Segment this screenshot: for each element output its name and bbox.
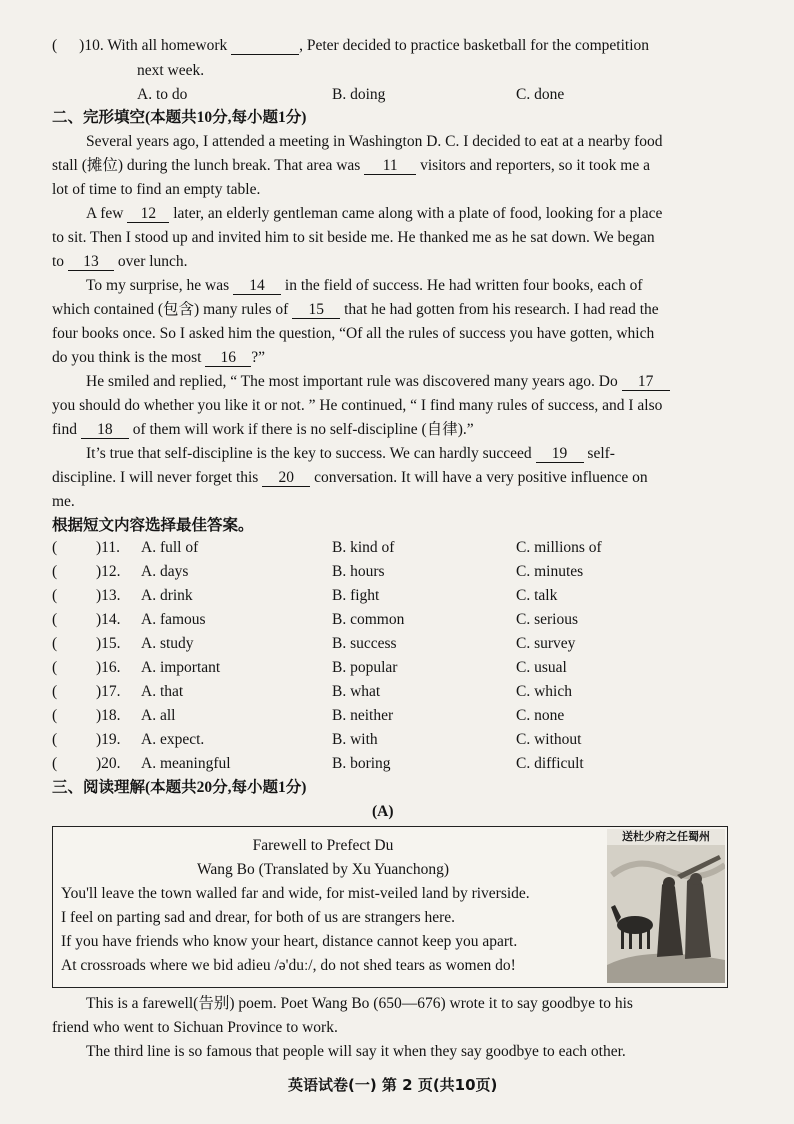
passage-label: (A) [372,803,394,820]
text: It’s true that self-discipline is the key to success. We can hardly succeed [86,445,532,462]
poem-author: Wang Bo (Translated by Xu Yuanchong) [196,861,450,878]
text: that he had gotten from his research. I had read the [344,301,659,318]
para2-line2: to sit. Then I stood up and invited him to sit beside me. He thanked me as he sat down. We began [52,229,655,246]
q10-text-2: , Peter decided to practice basketball for the competition [299,37,650,54]
q10-line2: next week. [137,62,205,79]
option-b[interactable]: B. kind of [332,539,395,556]
passage-para1-line1: This is a farewell(告别) poem. Poet Wang Bo (650—676) wrote it to say goodbye to his [86,995,633,1012]
para4-line3 [52,420,474,440]
para1-line3: lot of time to find an empty table. [52,181,261,198]
section2-heading: 二、完形填空(本题共10分,每小题1分) [52,109,307,126]
text: later, an elderly gentleman came along with a plate of food, looking for a place [173,205,663,222]
instruction: 根据短文内容选择最佳答案。 [52,517,254,534]
answer-paren[interactable]: ( [52,563,58,580]
question-number: )16. [96,659,121,676]
option-b[interactable]: B. common [332,611,405,628]
para3-line3: four books once. So I asked him the question, “Of all the rules of success you have gotten, which [52,325,655,342]
option-a[interactable]: A. famous [141,611,206,628]
para3-line2 [52,300,659,320]
option-b[interactable]: B. popular [332,659,398,676]
q10-line1 [52,36,649,56]
poem-line-1: You'll leave the town walled far and wide, for mist-veiled land by riverside. [61,885,530,902]
text: ?” [251,349,266,366]
q10-blank [231,38,299,55]
blank-18: 18 [81,422,129,439]
option-a[interactable]: A. meaningful [141,755,231,772]
option-a[interactable]: A. drink [141,587,193,604]
option-b[interactable]: B. neither [332,707,394,724]
answer-paren[interactable]: ( [52,755,58,772]
para5-line1 [86,444,615,464]
option-a[interactable]: A. all [141,707,176,724]
option-a[interactable]: A. days [141,563,189,580]
option-c[interactable]: C. usual [516,659,567,676]
text: which contained (包含) many rules of [52,301,289,318]
question-number: )15. [96,635,121,652]
option-b[interactable]: B. boring [332,755,391,772]
para2-line1 [86,204,662,224]
option-c[interactable]: C. none [516,707,565,724]
text: A few [86,205,124,222]
answer-paren[interactable]: ( [52,539,58,556]
para4-line1 [86,372,670,392]
text: to [52,253,65,270]
question-number: )19. [96,731,121,748]
option-c[interactable]: C. difficult [516,755,584,772]
page-footer: 英语试卷(一) 第 2 页(共10页) [288,1076,498,1094]
para3-line1 [86,276,643,296]
answer-paren[interactable]: ( [52,683,58,700]
text: over lunch. [117,253,188,270]
option-c[interactable]: C. minutes [516,563,584,580]
option-a[interactable]: A. full of [141,539,199,556]
q10-option-c[interactable]: C. done [516,86,565,103]
blank-20: 20 [262,470,310,487]
blank-16: 16 [205,350,251,367]
text: stall (摊位) during the lunch break. That area was [52,157,361,174]
option-b[interactable]: B. what [332,683,381,700]
question-number: )11. [96,539,120,556]
q10-option-a[interactable]: A. to do [137,86,188,103]
passage-para1-line2: friend who went to Sichuan Province to work. [52,1019,338,1036]
option-a[interactable]: A. important [141,659,221,676]
text: visitors and reporters, so it took me a [420,157,650,174]
para2-line3 [52,252,188,272]
text: self- [587,445,615,462]
blank-11: 11 [364,158,416,175]
farewell-painting-image [607,845,725,983]
answer-paren[interactable]: ( [52,659,58,676]
para1-line1: Several years ago, I attended a meeting in Washington D. C. I decided to eat at a nearby food [86,133,663,150]
poem-line-4: At crossroads where we bid adieu /ə'duː/, do not shed tears as women do! [61,957,516,974]
para5-line2 [52,468,648,488]
option-c[interactable]: C. serious [516,611,578,628]
text: in the field of success. He had written four books, each of [284,277,643,294]
section3-heading: 三、阅读理解(本题共20分,每小题1分) [52,779,307,796]
question-number: )10. [79,37,104,54]
option-a[interactable]: A. that [141,683,184,700]
text: discipline. I will never forget this [52,469,259,486]
blank-19: 19 [536,446,584,463]
option-b[interactable]: B. fight [332,587,380,604]
para1-line2 [52,156,650,176]
answer-paren[interactable]: ( [52,587,58,604]
question-number: )12. [96,563,121,580]
text: of them will work if there is no self-discipline (自律).” [132,421,474,438]
text: To my surprise, he was [86,277,230,294]
blank-13: 13 [68,254,114,271]
illustration-caption: 送杜少府之任蜀州 [607,829,725,845]
para4-line2: you should do whether you like it or not. ” He continued, “ I find many rules of success, and I also [52,397,663,414]
option-a[interactable]: A. expect. [141,731,205,748]
question-number: )17. [96,683,121,700]
passage-para2-line1: The third line is so famous that people will say it when they say goodbye to each other. [86,1043,626,1060]
poem-illustration [607,829,725,983]
option-c[interactable]: C. millions of [516,539,602,556]
text: conversation. It will have a very positive influence on [314,469,648,486]
option-c[interactable]: C. talk [516,587,558,604]
option-c[interactable]: C. which [516,683,572,700]
poem-box [52,826,728,988]
text: He smiled and replied, “ The most important rule was discovered many years ago. Do [86,373,618,390]
option-b[interactable]: B. success [332,635,397,652]
answer-paren[interactable]: ( [52,611,58,628]
q10-option-b[interactable]: B. doing [332,86,386,103]
answer-paren[interactable]: ( [52,731,58,748]
para5-line3: me. [52,493,75,510]
option-c[interactable]: C. without [516,731,582,748]
question-number: )14. [96,611,121,628]
question-number: )20. [96,755,121,772]
option-b[interactable]: B. hours [332,563,385,580]
blank-17: 17 [622,374,670,391]
blank-14: 14 [233,278,281,295]
option-a[interactable]: A. study [141,635,194,652]
answer-paren[interactable]: ( [52,37,58,54]
poem-line-3: If you have friends who know your heart, distance cannot keep you apart. [61,933,518,950]
option-c[interactable]: C. survey [516,635,576,652]
question-number: )13. [96,587,121,604]
answer-paren[interactable]: ( [52,707,58,724]
q10-text: With all homework [107,37,228,54]
poem-line-2: I feel on parting sad and drear, for both of us are strangers here. [61,909,456,926]
poem-title: Farewell to Prefect Du [252,837,394,854]
blank-12: 12 [127,206,169,223]
text: do you think is the most [52,349,202,366]
option-b[interactable]: B. with [332,731,378,748]
para3-line4 [52,348,265,368]
question-number: )18. [96,707,121,724]
blank-15: 15 [292,302,340,319]
answer-paren[interactable]: ( [52,635,58,652]
text: find [52,421,77,438]
